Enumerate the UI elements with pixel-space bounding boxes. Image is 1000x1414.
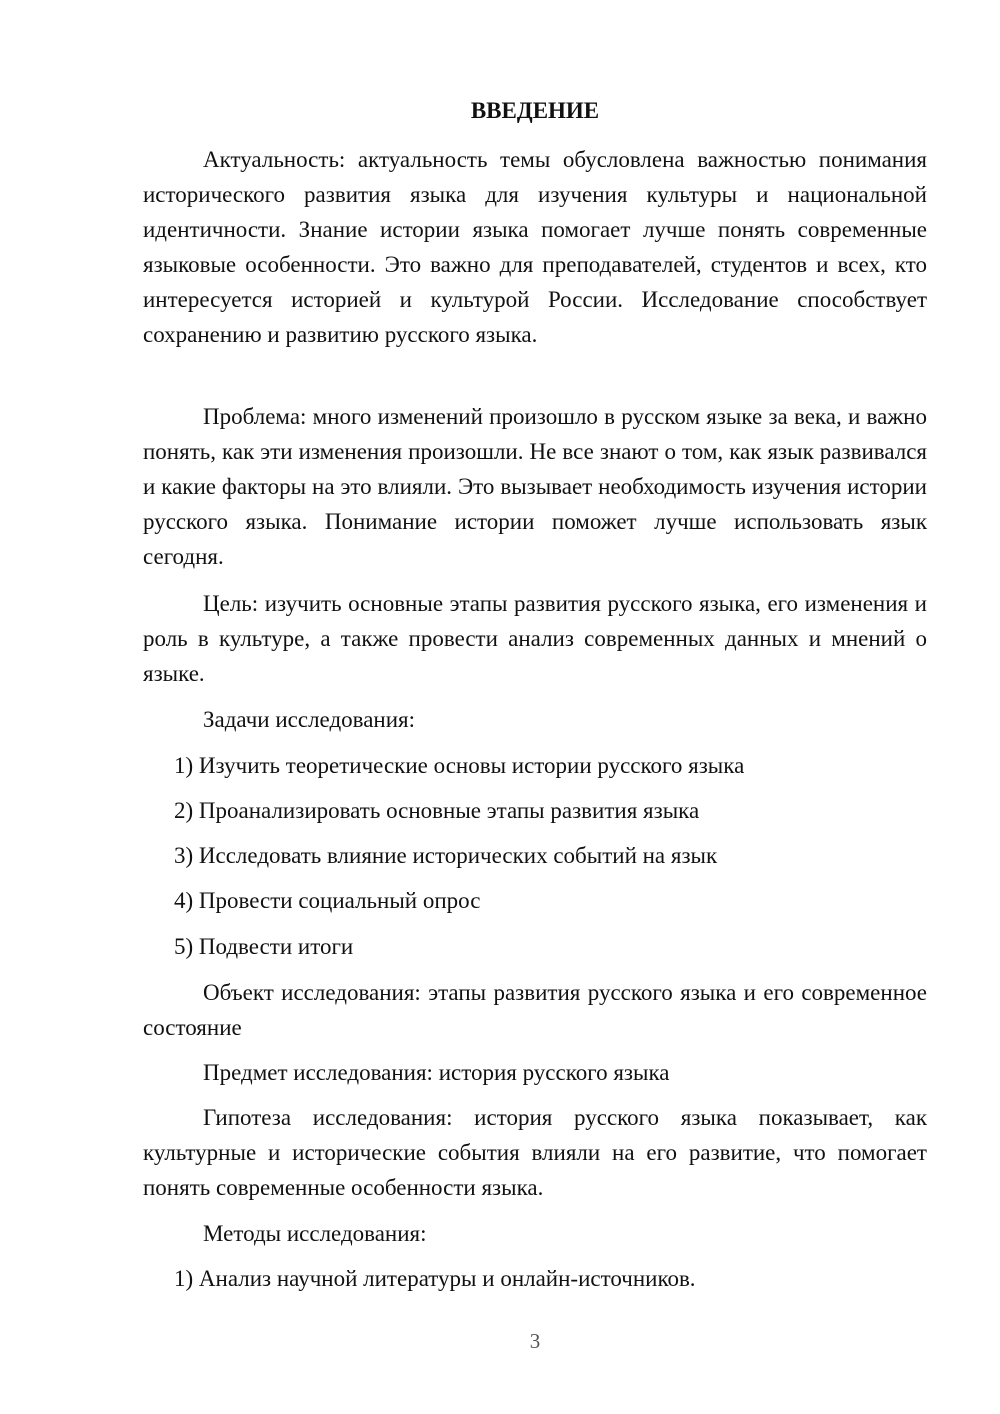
tasks-heading: Задачи исследования: bbox=[203, 707, 416, 732]
page-number: 3 bbox=[529, 1329, 541, 1353]
subject-paragraph: Предмет исследования: история русского языка bbox=[203, 1060, 670, 1085]
object-paragraph: Объект исследования: этапы развития русского языка и его современное состояние bbox=[143, 980, 927, 1040]
task-item: 4) Провести социальный опрос bbox=[174, 888, 481, 913]
task-item: 3) Исследовать влияние исторических событий на язык bbox=[174, 843, 718, 868]
page-title: ВВЕДЕНИЕ bbox=[470, 98, 600, 123]
problem-paragraph: Проблема: много изменений произошло в русском языке за века, и важно понять, как эти изменения произошли. Не все знают о том, как язык развивался и какие факторы на это влияли. Это вызывает необходимость изучения истории русского языка. Понимание истории поможет лучше использовать язык сегодня. bbox=[143, 404, 927, 569]
hypothesis-paragraph: Гипотеза исследования: история русского языка показывает, как культурные и исторические события влияли на его развитие, что помогает понять современные особенности языка. bbox=[143, 1105, 927, 1200]
relevance-paragraph: Актуальность: актуальность темы обусловлена важностью понимания исторического развития языка для изучения культуры и национальной идентичности. Знание истории языка помогает лучше понять современные языковые особенности. Это важно для преподавателей, студентов и всех, кто интересуется историей и культурой России. Исследование способствует сохранению и развитию русского языка. bbox=[143, 147, 927, 347]
task-item: 5) Подвести итоги bbox=[174, 934, 354, 959]
task-item: 2) Проанализировать основные этапы развития языка bbox=[174, 798, 700, 823]
method-item: 1) Анализ научной литературы и онлайн-источников. bbox=[174, 1266, 696, 1291]
goal-paragraph: Цель: изучить основные этапы развития русского языка, его изменения и роль в культуре, а также провести анализ современных данных и мнений о языке. bbox=[143, 591, 927, 686]
methods-heading: Методы исследования: bbox=[203, 1221, 427, 1246]
task-item: 1) Изучить теоретические основы истории русского языка bbox=[174, 753, 745, 778]
